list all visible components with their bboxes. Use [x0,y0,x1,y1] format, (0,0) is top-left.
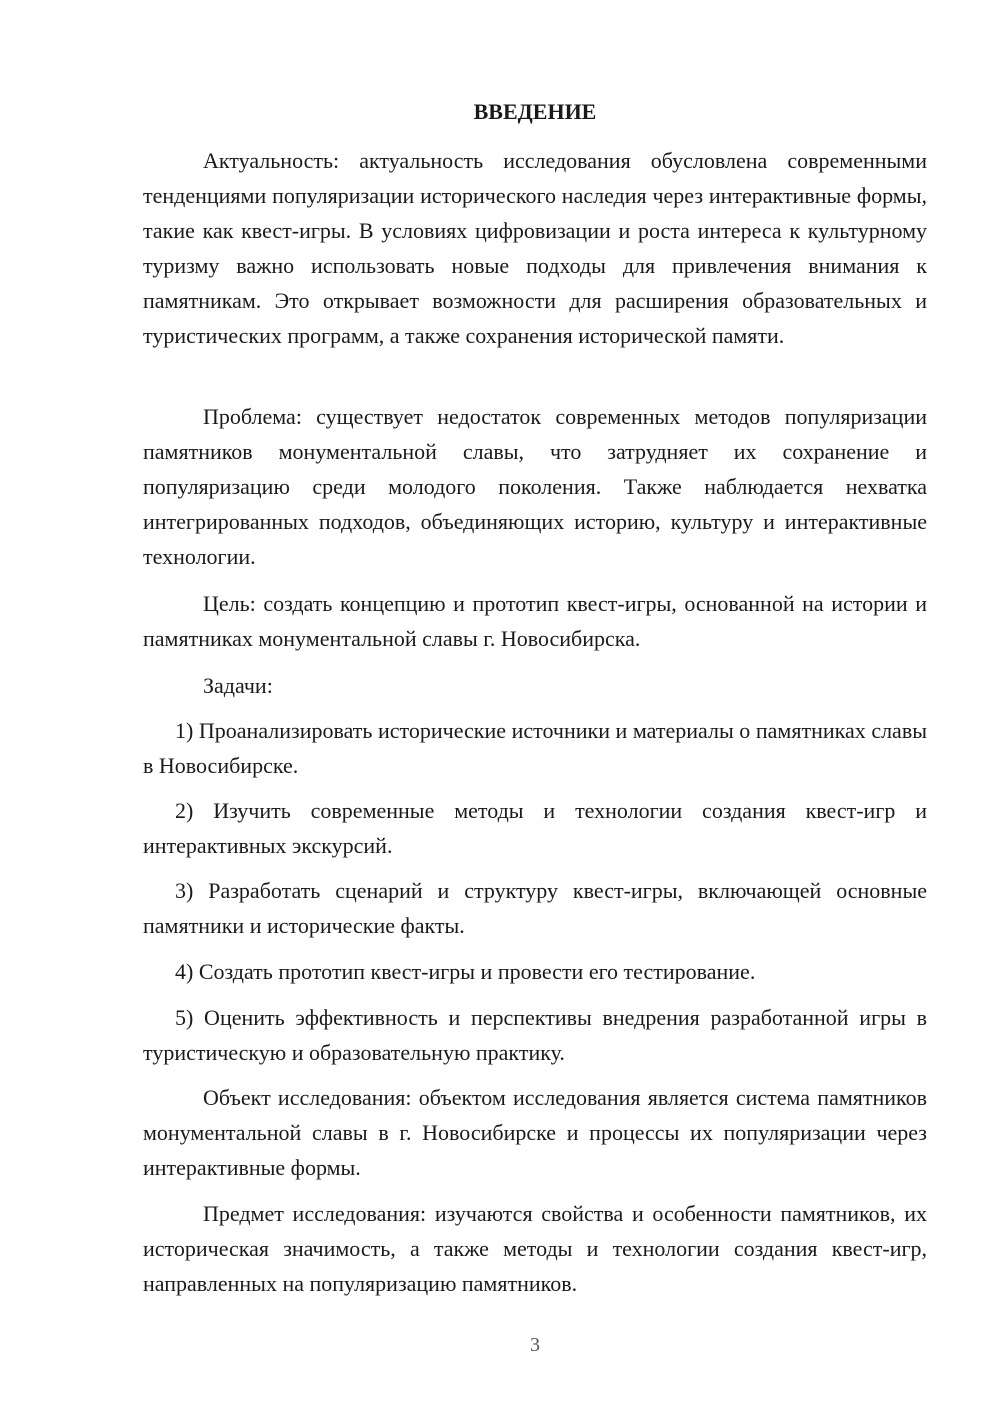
paragraph-subject: Предмет исследования: изучаются свойства и особенности памятников, их историческая значимость, а также методы и технологии создания квест-игр, направленных на популяризацию памятников. [143,1201,927,1296]
paragraph-problem: Проблема: существует недостаток современных методов популяризации памятников монументальной славы, что затрудняет их сохранение и популяризацию среди молодого поколения. Также наблюдается нехватка интегрированных подходов, объединяющих историю, культуру и интерактивные технологии. [143,404,927,569]
tasks-heading: Задачи: [203,673,273,698]
paragraph-object: Объект исследования: объектом исследования является система памятников монументальной славы в г. Новосибирске и процессы их популяризации через интерактивные формы. [143,1085,927,1180]
page-title: ВВЕДЕНИЕ [473,99,597,124]
paragraph-goal: Цель: создать концепцию и прототип квест-игры, основанной на истории и памятниках монументальной славы г. Новосибирска. [143,591,927,651]
task-item-2: 2) Изучить современные методы и технологии создания квест-игр и интерактивных экскурсий. [143,798,927,858]
page-number: 3 [530,1334,540,1356]
task-item-1: 1) Проанализировать исторические источники и материалы о памятниках славы в Новосибирске. [143,718,927,778]
paragraph-relevance: Актуальность: актуальность исследования обусловлена современными тенденциями популяризации исторического наследия через интерактивные формы, такие как квест-игры. В условиях цифровизации и роста интереса к культурному туризму важно использовать новые подходы для привлечения внимания к памятникам. Это открывает возможности для расширения образовательных и туристических программ, а также сохранения исторической памяти. [143,148,927,348]
task-item-3: 3) Разработать сценарий и структуру квест-игры, включающей основные памятники и исторические факты. [143,878,927,938]
task-item-5: 5) Оценить эффективность и перспективы внедрения разработанной игры в туристическую и образовательную практику. [143,1005,927,1065]
task-item-4: 4) Создать прототип квест-игры и провести его тестирование. [175,959,756,984]
